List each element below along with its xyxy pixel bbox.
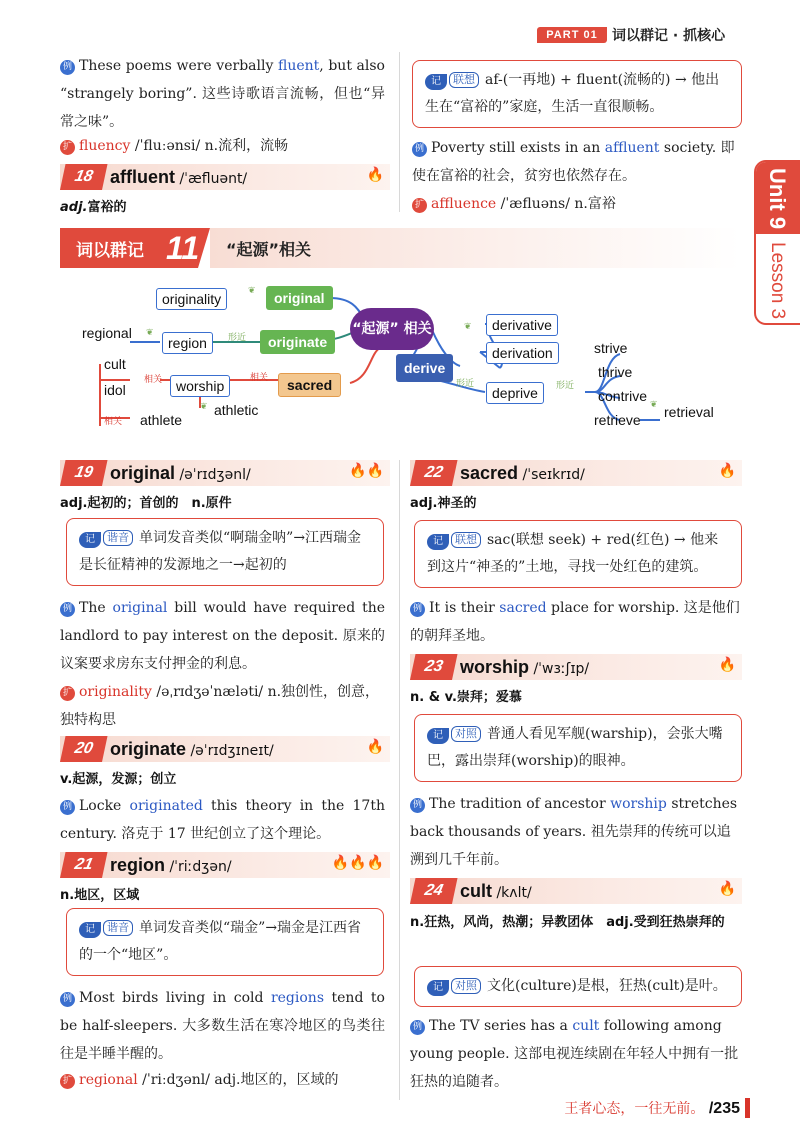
- pos-worship: n. & v.崇拜；爱慕: [410, 690, 522, 705]
- node-original[interactable]: original: [266, 286, 333, 310]
- memory-icon: 记: [427, 728, 449, 744]
- word-bar-originate[interactable]: 20 originate /əˈrɪdʒɪneɪt/ 🔥: [60, 736, 390, 762]
- memo-worship: 记 对照 普通人看见军舰(warship)，会张大嘴巴，露出崇拜(worship)的眼神。: [414, 714, 742, 782]
- lesson-label: Lesson 3: [767, 242, 788, 320]
- mindmap: [60, 278, 740, 438]
- example-icon: 例: [410, 798, 425, 813]
- extension-regional: 扩 regional /ˈriːdʒənl/ adj.地区的，区域的: [60, 1066, 385, 1094]
- word-bar-region[interactable]: 21 region /ˈriːdʒən/ 🔥🔥🔥: [60, 852, 390, 878]
- pos-original: adj.起初的；首创的 n.原件: [60, 496, 232, 511]
- word-bar-worship[interactable]: 23 worship /ˈwɜːʃɪp/ 🔥: [410, 654, 742, 680]
- memo-original: 记 谐音 单词发音类似“啊瑞金呐”→江西瑞金是长征精神的发源地之一→起初的: [66, 518, 384, 586]
- word-bar-cult[interactable]: 24 cult /kʌlt/ 🔥: [410, 878, 742, 904]
- example-affluent: 例 Poverty still exists in an affluent society. 即使在富裕的社会，贫穷也依然存在。: [412, 140, 735, 184]
- example-icon: 例: [60, 800, 75, 815]
- example-icon: 例: [60, 992, 75, 1007]
- flame-icon: 🔥: [366, 167, 384, 183]
- header-title: 词以群记 · 抓核心: [612, 28, 726, 44]
- extension-affluence: 扩 affluence /ˈæfluəns/ n.富裕: [412, 190, 742, 218]
- memo-cult: 记 对照 文化(culture)是根，狂热(cult)是叶。: [414, 966, 742, 1007]
- example-worship: 例 The tradition of ancestor worship stretches back thousands of years. 祖先崇拜的传统可以追溯到几千年前。: [410, 796, 738, 868]
- leaf-contrive[interactable]: contrive: [598, 388, 648, 404]
- center-node[interactable]: “起源” 相关: [350, 308, 434, 350]
- leaf-mark-icon: ❦: [650, 400, 658, 410]
- column-divider-top: [399, 52, 400, 212]
- leaf-retrieval[interactable]: retrieval: [664, 404, 714, 420]
- node-deprive[interactable]: deprive: [486, 382, 544, 404]
- node-sacred[interactable]: sacred: [278, 373, 341, 397]
- pos-region: n.地区，区域: [60, 888, 140, 903]
- memo-region: 记 谐音 单词发音类似“瑞金”→瑞金是江西省的一个“地区”。: [66, 908, 384, 976]
- flame-icon: 🔥: [366, 739, 384, 755]
- example-icon: 例: [60, 602, 75, 617]
- extension-fluency: 扩 fluency /ˈfluːənsi/ n.流利，流畅: [60, 132, 385, 160]
- memory-icon: 记: [79, 532, 101, 548]
- label-related: 相关: [250, 373, 269, 383]
- example-icon: 例: [410, 602, 425, 617]
- label-near-form: 形近: [456, 379, 475, 389]
- node-worship[interactable]: worship: [170, 375, 230, 397]
- extension-originality: 扩 originality /əˌrɪdʒəˈnæləti/ n.独创性，创意，独特构思: [60, 684, 380, 728]
- extension-icon: 扩: [60, 686, 75, 701]
- memory-icon: 记: [427, 980, 449, 996]
- leaf-athletic[interactable]: athletic: [214, 402, 259, 418]
- footer: [564, 1098, 740, 1118]
- flame-icon: 🔥: [718, 463, 736, 479]
- unit-lesson-tab[interactable]: [754, 160, 800, 325]
- node-derivation[interactable]: derivation: [486, 342, 559, 364]
- unit-label: Unit 9: [765, 168, 790, 230]
- leaf-cult[interactable]: cult: [104, 356, 126, 372]
- memo-affluent: 记 联想 af-(一再地) + fluent(流畅的) → 他出生在“富裕的”家庭，生活一直很顺畅。: [412, 60, 742, 128]
- pos-cult: n.狂热，风尚，热潮；异教团体 adj.受到狂热崇拜的: [410, 915, 725, 930]
- node-derivative[interactable]: derivative: [486, 314, 558, 336]
- flame-icon: 🔥: [718, 881, 736, 897]
- label-near-form: 形近: [228, 333, 247, 343]
- memo-sacred: 记 联想 sac(联想 seek) + red(红色) → 他来到这片“神圣的”土地，寻找一处红色的建筑。: [414, 520, 742, 588]
- extension-icon: 扩: [60, 1074, 75, 1089]
- section-banner: 词以群记 11 “起源”相关: [60, 228, 740, 268]
- column-divider-main: [399, 460, 400, 1100]
- leaf-mark-icon: ❦: [248, 286, 256, 296]
- extension-icon: 扩: [412, 198, 427, 213]
- memory-icon: 记: [427, 534, 449, 550]
- node-derive[interactable]: derive: [396, 354, 453, 382]
- word-bar-sacred[interactable]: 22 sacred /ˈseɪkrɪd/ 🔥: [410, 460, 742, 486]
- label-related: 相关: [144, 375, 163, 385]
- leaf-mark-icon: ❦: [464, 322, 472, 332]
- example-region: 例 Most birds living in cold regions tend to be half-sleepers. 大多数生活在寒冷地区的鸟类往往是半睡半醒的。: [60, 990, 385, 1062]
- memory-icon: 记: [79, 922, 101, 938]
- example-icon: 例: [412, 142, 427, 157]
- leaf-thrive[interactable]: thrive: [598, 364, 633, 380]
- leaf-mark-icon: ❦: [146, 328, 154, 338]
- pos-sacred: adj.神圣的: [410, 496, 477, 511]
- example-icon: 例: [410, 1020, 425, 1035]
- leaf-strive[interactable]: strive: [594, 340, 628, 356]
- pos-affluent: adj.富裕的: [60, 200, 127, 215]
- leaf-retrieve[interactable]: retrieve: [594, 412, 641, 428]
- part-badge: PART 01: [537, 27, 607, 43]
- node-originality[interactable]: originality: [156, 288, 227, 310]
- footer-bar: [745, 1098, 750, 1118]
- example-sacred: 例 It is their sacred place for worship. 这是他们的朝拜圣地。: [410, 600, 740, 644]
- flame-icon: 🔥🔥🔥: [331, 855, 384, 871]
- leaf-regional[interactable]: regional: [82, 325, 132, 341]
- extension-icon: 扩: [60, 140, 75, 155]
- pos-originate: v.起源，发源；创立: [60, 772, 177, 787]
- word-bar-affluent[interactable]: 18 affluent /ˈæfluənt/ 🔥: [60, 164, 390, 190]
- flame-icon: 🔥🔥: [349, 463, 384, 479]
- example-icon: 例: [60, 60, 75, 75]
- leaf-mark-icon: ❦: [200, 402, 208, 412]
- leaf-idol[interactable]: idol: [104, 382, 126, 398]
- example-fluent: 例 These poems were verbally fluent, but also “strangely boring”. 这些诗歌语言流畅，但也“异常之味”。: [60, 58, 385, 130]
- example-cult: 例 The TV series has a cult following among young people. 这部电视连续剧在年轻人中拥有一批狂热的追随者。: [410, 1018, 739, 1090]
- footer-slogan: 王者心态，一往无前。: [564, 1101, 705, 1117]
- label-near-form: 形近: [556, 381, 575, 391]
- example-original: 例 The original bill would have required the landlord to pay interest on the deposit. 原来的议案要求房东支付押金的利息。: [60, 600, 385, 672]
- example-originate: 例 Locke originated this theory in the 17th century. 洛克于 17 世纪创立了这个理论。: [60, 798, 385, 842]
- page-number: /235: [708, 1100, 740, 1117]
- word-bar-original[interactable]: 19 original /əˈrɪdʒənl/ 🔥🔥: [60, 460, 390, 486]
- section-title: “起源”相关: [226, 240, 312, 259]
- leaf-athlete[interactable]: athlete: [140, 412, 183, 428]
- label-related: 相关: [104, 417, 123, 427]
- memory-icon: 记: [425, 74, 447, 90]
- flame-icon: 🔥: [718, 657, 736, 673]
- node-originate[interactable]: originate: [260, 330, 335, 354]
- node-region[interactable]: region: [162, 332, 213, 354]
